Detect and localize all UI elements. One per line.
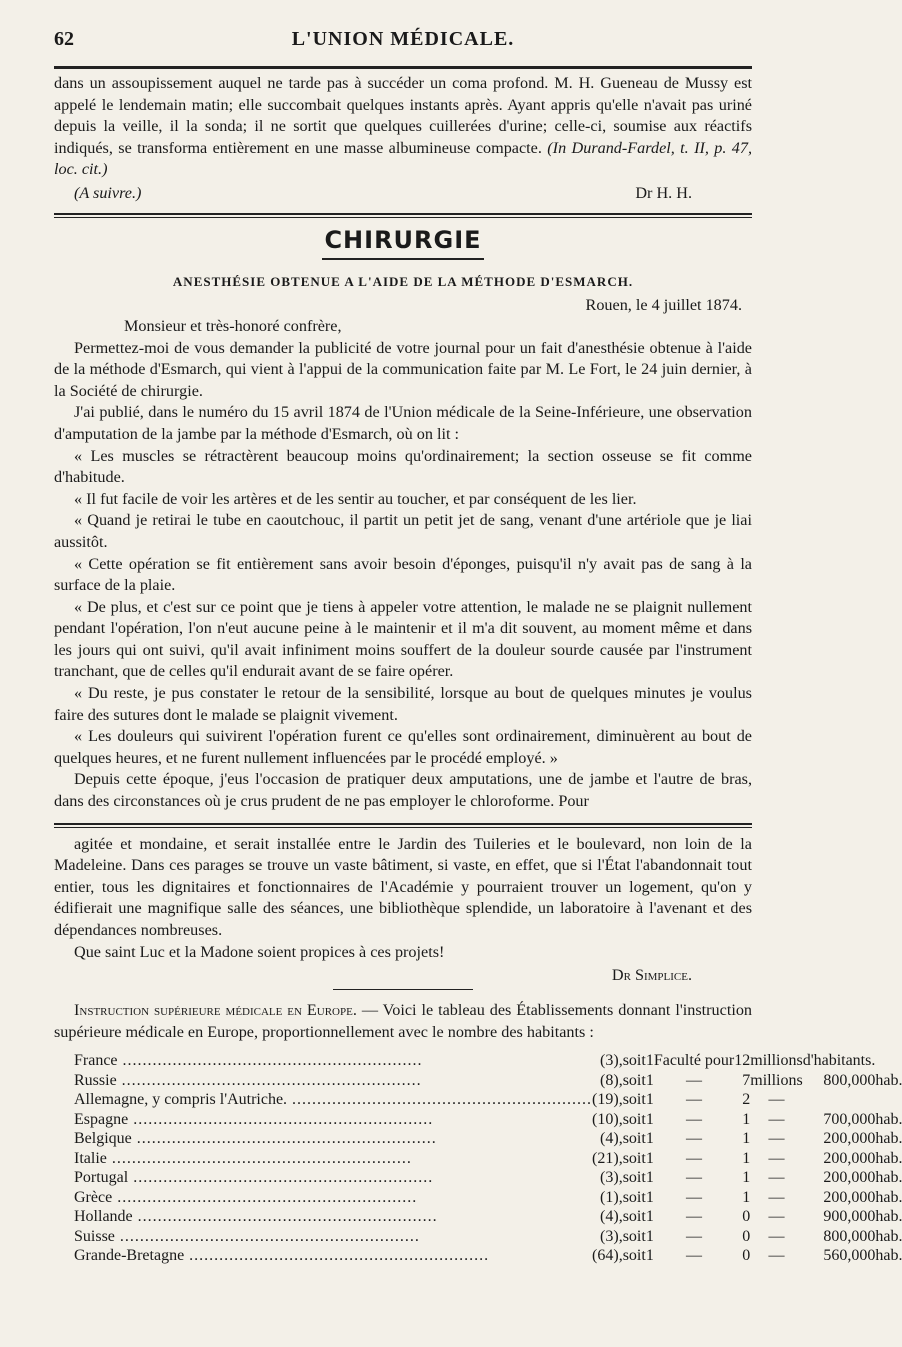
table-cell-count: (21), xyxy=(592,1149,623,1167)
country-cell xyxy=(74,1110,592,1130)
table-cell-col4: — xyxy=(768,1149,785,1167)
table-cell-col3: 1 xyxy=(742,1149,751,1167)
table-cell-count: (3), xyxy=(600,1052,623,1070)
table-cell-one: 1 xyxy=(645,1071,654,1089)
page-number: 62 xyxy=(54,28,74,50)
header-rule xyxy=(54,66,752,69)
country-cell xyxy=(74,1071,592,1091)
country-cell xyxy=(74,1188,592,1208)
country-name: Italie xyxy=(74,1149,107,1167)
country-name: Belgique xyxy=(74,1130,132,1148)
leader-dots: ............................................................ xyxy=(132,1208,438,1226)
table-cell-col5 xyxy=(803,1090,876,1110)
table-cell-col6 xyxy=(875,1090,902,1110)
table-cell-count: (1), xyxy=(600,1188,623,1206)
table-cell-count: (10), xyxy=(592,1110,623,1128)
table-cell-soit: soit xyxy=(622,1188,646,1206)
table-cell-col4: — xyxy=(768,1091,785,1109)
country-cell xyxy=(74,1090,592,1110)
article-paragraph: « De plus, et c'est sur ce point que je tiens à appeler votre attention, le malade ne se plaignit nullement pendant l'opération, l'on n'eut aucune peine à le maintenir et il m'a dit souvent, au moment même et dans les jours qui ont suivi, qu'il avait infiniment moins souffert de la douleur sourde causée par l'instrument tranchant, que de celles qu'il endurait avant de se faire opérer. xyxy=(54,597,752,681)
table-cell-col2: Faculté pour xyxy=(653,1052,735,1070)
table-cell-one: 1 xyxy=(645,1188,654,1206)
article-paragraph: « Cette opération se fit entièrement sans avoir besoin d'éponges, puisqu'il n'y avait pas de sang à la surface de la plaie. xyxy=(54,554,752,595)
table-row xyxy=(74,1149,902,1169)
table-cell-col5: 900,000 xyxy=(823,1208,876,1226)
country-name: Russie xyxy=(74,1071,117,1089)
article-body xyxy=(54,338,752,813)
table-cell-col6: hab. xyxy=(875,1247,902,1265)
table-cell-col3: 1 xyxy=(742,1169,751,1187)
table-cell-col5: 560,000 xyxy=(823,1247,876,1265)
country-cell xyxy=(74,1246,592,1266)
article-paragraph: « Quand je retirai le tube en caoutchouc, il partit un petit jet de sang, venant d'une artériole que je liai aussitôt. xyxy=(54,511,752,551)
leader-dots: ............................................................ xyxy=(184,1247,490,1265)
section-title-text: CHIRURGIE xyxy=(322,226,483,260)
table-cell-col4: — xyxy=(768,1227,785,1245)
section-rule xyxy=(54,213,752,218)
leader-dots: ............................................................ xyxy=(112,1188,418,1206)
table-cell-col4: — xyxy=(768,1130,785,1148)
country-name: Grande-Bretagne xyxy=(74,1247,185,1265)
table-cell-col2: — xyxy=(686,1149,703,1167)
table-cell-col6: hab. xyxy=(875,1130,902,1148)
table-cell-col3: 0 xyxy=(742,1247,751,1265)
instruction-paragraph xyxy=(54,1000,752,1043)
table-cell-col5: 700,000 xyxy=(823,1110,876,1128)
article-paragraph: « Il fut facile de voir les artères et de les sentir au toucher, et par conséquent de les lier. xyxy=(74,489,637,508)
table-row xyxy=(74,1168,902,1188)
table-cell-col5: 200,000 xyxy=(823,1169,876,1187)
table-cell-col3: 7 xyxy=(742,1071,751,1089)
article-title: ANESTHÉSIE OBTENUE A L'AIDE DE LA MÉTHODE D'ESMARCH. xyxy=(172,273,634,289)
table-cell-one: 1 xyxy=(645,1149,654,1167)
table-cell-col5: d'habitants. xyxy=(802,1052,876,1070)
table-cell-col2: — xyxy=(686,1188,703,1206)
country-cell xyxy=(74,1149,592,1169)
table-row xyxy=(74,1129,902,1149)
feuilleton-signature: Dr Simplice. xyxy=(611,966,692,985)
country-name: Allemagne, y compris l'Autriche. xyxy=(74,1091,288,1109)
table-cell-count: (4), xyxy=(600,1130,623,1148)
table-cell-col2: — xyxy=(686,1169,703,1187)
table-cell-col3: 0 xyxy=(742,1227,751,1245)
table-cell-soit: soit xyxy=(622,1227,646,1245)
table-cell-soit: soit xyxy=(622,1130,646,1148)
table-cell-col3: 2 xyxy=(742,1091,751,1109)
table-cell-col5: 200,000 xyxy=(823,1188,876,1206)
table-cell-soit: soit xyxy=(622,1149,646,1167)
table-cell-col6: hab. xyxy=(875,1071,902,1089)
table-cell-col2: — xyxy=(686,1208,703,1226)
country-name: France xyxy=(74,1052,118,1070)
country-cell xyxy=(74,1051,592,1071)
short-rule xyxy=(333,989,473,990)
table-row xyxy=(74,1051,902,1071)
table-cell-count: (3), xyxy=(600,1227,623,1245)
leader-dots: ............................................................ xyxy=(128,1110,434,1128)
country-name: Portugal xyxy=(74,1169,129,1187)
table-cell-one: 1 xyxy=(645,1091,654,1109)
dateline: Rouen, le 4 juillet 1874. xyxy=(585,295,742,314)
country-name: Espagne xyxy=(74,1110,129,1128)
table-cell-col2: — xyxy=(686,1110,703,1128)
page-header xyxy=(54,28,752,60)
table-cell-soit: soit xyxy=(622,1208,646,1226)
section-title xyxy=(54,226,752,260)
table-cell-one: 1 xyxy=(645,1110,654,1128)
table-cell-soit: soit xyxy=(622,1110,646,1128)
country-name: Hollande xyxy=(74,1208,133,1226)
table-cell-col2: — xyxy=(686,1247,703,1265)
table-row xyxy=(74,1207,902,1227)
table-cell-count: (3), xyxy=(600,1169,623,1187)
article-paragraph: « Les muscles se rétractèrent beaucoup moins qu'ordinairement; la section osseuse se fit comme d'habitude. xyxy=(54,446,752,487)
table-cell-one: 1 xyxy=(645,1052,654,1070)
leader-dots: ............................................................ xyxy=(287,1091,593,1109)
table-cell-one: 1 xyxy=(645,1130,654,1148)
table-cell-col3: 0 xyxy=(742,1208,751,1226)
running-title: L'UNION MÉDICALE. xyxy=(291,28,515,50)
leader-dots: ............................................................ xyxy=(131,1130,437,1148)
table-cell-soit: soit xyxy=(622,1052,646,1070)
article-paragraph: J'ai publié, dans le numéro du 15 avril 1874 de l'Union médicale de la Seine-Inférieure, une observation d'amputation de la jambe par la méthode d'Esmarch, où on lit : xyxy=(54,403,752,443)
table-cell-col3: 1 xyxy=(742,1188,751,1206)
table-cell-col5: 800,000 xyxy=(823,1071,876,1089)
table-cell-col4: millions xyxy=(750,1071,803,1089)
country-name: Grèce xyxy=(74,1188,113,1206)
top-signature-row xyxy=(54,181,752,205)
a-suivre: (A suivre.) xyxy=(74,183,142,202)
salutation: Monsieur et très-honoré confrère, xyxy=(124,316,342,335)
top-citation: (In Durand-Fardel, t. II, p. 47, loc. cit.) xyxy=(54,138,753,179)
table-cell-col5: 200,000 xyxy=(823,1149,876,1167)
table-cell-col3: 1 xyxy=(742,1130,751,1148)
table-cell-col4: — xyxy=(768,1110,785,1128)
top-paragraph-text: dans un assoupissement auquel ne tarde pas à succéder un coma profond. M. H. Gueneau de Mussy est appelé le lendemain matin; elle succombait quelques instants après. Ayant appris qu'elle n'avait pas uriné depuis la veille, il la sonda; il ne sortit que quelques cuillerées d'urine; celle-ci, soumise aux réactifs indiqués, se transforma entièrement en une masse albumineuse compacte. xyxy=(54,74,752,157)
table-cell-soit: soit xyxy=(622,1247,646,1265)
table-cell-col3: 12 xyxy=(734,1052,751,1070)
table-cell-count: (8), xyxy=(600,1071,623,1089)
table-cell-col6: hab. xyxy=(875,1188,902,1206)
table-cell-soit: soit xyxy=(622,1091,646,1109)
table-cell-col4: — xyxy=(768,1188,785,1206)
table-cell-col3: 1 xyxy=(742,1110,751,1128)
instruction-text: — Voici le tableau des Établissements donnant l'instruction supérieure médicale en Europe, proportionnellement avec le nombre des habitants : xyxy=(54,1001,753,1041)
country-cell xyxy=(74,1168,592,1188)
instruction-heading: Instruction supérieure médicale en Europe. xyxy=(74,1001,357,1020)
table-cell-col6: hab. xyxy=(875,1169,902,1187)
table-cell-col2: — xyxy=(686,1227,703,1245)
country-cell xyxy=(74,1129,592,1149)
table-cell-one: 1 xyxy=(645,1247,654,1265)
leader-dots: ............................................................ xyxy=(128,1169,434,1187)
table-cell-col2: — xyxy=(686,1091,703,1109)
table-cell-col4: — xyxy=(768,1169,785,1187)
table-row xyxy=(74,1090,902,1110)
feuilleton-paragraph: agitée et mondaine, et serait installée entre le Jardin des Tuileries et le boulevard, non loin de la Madeleine. Dans ces parages se trouve un vaste bâtiment, si vaste, en effet, que si l'État l'abandonnait tout entier, tous les dignitaires et fonctionnaires de l'Académie y pourraient trouver un logement, qu'on y édifierait une magnifique salle des séances, une bibliothèque splendide, un laboratoire à l'avenant et des dépendances nombreuses. xyxy=(54,834,752,939)
table-row xyxy=(74,1246,902,1266)
table-row xyxy=(74,1110,902,1130)
leader-dots: ............................................................ xyxy=(114,1227,420,1245)
table-cell-col4: millions xyxy=(750,1052,803,1070)
table-cell-one: 1 xyxy=(645,1169,654,1187)
table-cell-col4: — xyxy=(768,1247,785,1265)
table-cell-one: 1 xyxy=(645,1227,654,1245)
table-row xyxy=(74,1227,902,1247)
table-row xyxy=(74,1188,902,1208)
leader-dots: ............................................................ xyxy=(117,1052,423,1070)
article-paragraph: « Du reste, je pus constater le retour de la sensibilité, lorsque au bout de quelques minutes je voulus faire des sutures dont le malade se plaignit vivement. xyxy=(54,684,752,724)
table-cell-count: (19), xyxy=(592,1091,623,1109)
table-cell-count: (64), xyxy=(592,1247,623,1265)
stats-table xyxy=(74,1051,902,1266)
table-cell-col2: — xyxy=(686,1130,703,1148)
table-row xyxy=(74,1071,902,1091)
table-cell-soit: soit xyxy=(622,1169,646,1187)
top-paragraph xyxy=(54,73,752,181)
article-paragraph: Depuis cette époque, j'eus l'occasion de pratiquer deux amputations, une de jambe et l'autre de bras, dans des circonstances où je crus prudent de ne pas employer le chloroforme. Pour xyxy=(54,770,752,811)
table-cell-col5: 800,000 xyxy=(823,1227,876,1245)
table-cell-col5: 200,000 xyxy=(823,1130,876,1148)
country-cell xyxy=(74,1227,592,1247)
feuilleton-closing: Que saint Luc et la Madone soient propices à ces projets! xyxy=(74,942,445,961)
feuilleton-rule xyxy=(54,823,752,828)
country-cell xyxy=(74,1207,592,1227)
table-cell-soit: soit xyxy=(622,1071,646,1089)
table-cell-col6: hab. xyxy=(875,1208,902,1226)
leader-dots: ............................................................ xyxy=(116,1071,422,1089)
table-cell-one: 1 xyxy=(645,1208,654,1226)
leader-dots: ............................................................ xyxy=(106,1149,412,1167)
table-cell-count: (4), xyxy=(600,1208,623,1226)
country-name: Suisse xyxy=(74,1227,115,1245)
table-cell-col6: hab. xyxy=(875,1149,902,1167)
table-cell-col2: — xyxy=(686,1071,703,1089)
table-cell-col6: hab. xyxy=(875,1110,902,1128)
table-cell-col6 xyxy=(875,1051,902,1071)
article-paragraph: Permettez-moi de vous demander la publicité de votre journal pour un fait d'anesthésie obtenue à l'aide de la méthode d'Esmarch, qui vient à l'appui de la communication faite par M. Le Fort, le 24 juin dernier, à la Société de chirurgie. xyxy=(54,338,752,400)
table-cell-col4: — xyxy=(768,1208,785,1226)
table-cell-col6: hab. xyxy=(875,1227,902,1245)
top-signature: Dr H. H. xyxy=(635,183,692,202)
article-paragraph: « Les douleurs qui suivirent l'opération furent ce qu'elles sont ordinairement, diminuèrent au bout de quelques heures, et ne furent nullement influencées par le procédé employé. » xyxy=(54,727,752,767)
